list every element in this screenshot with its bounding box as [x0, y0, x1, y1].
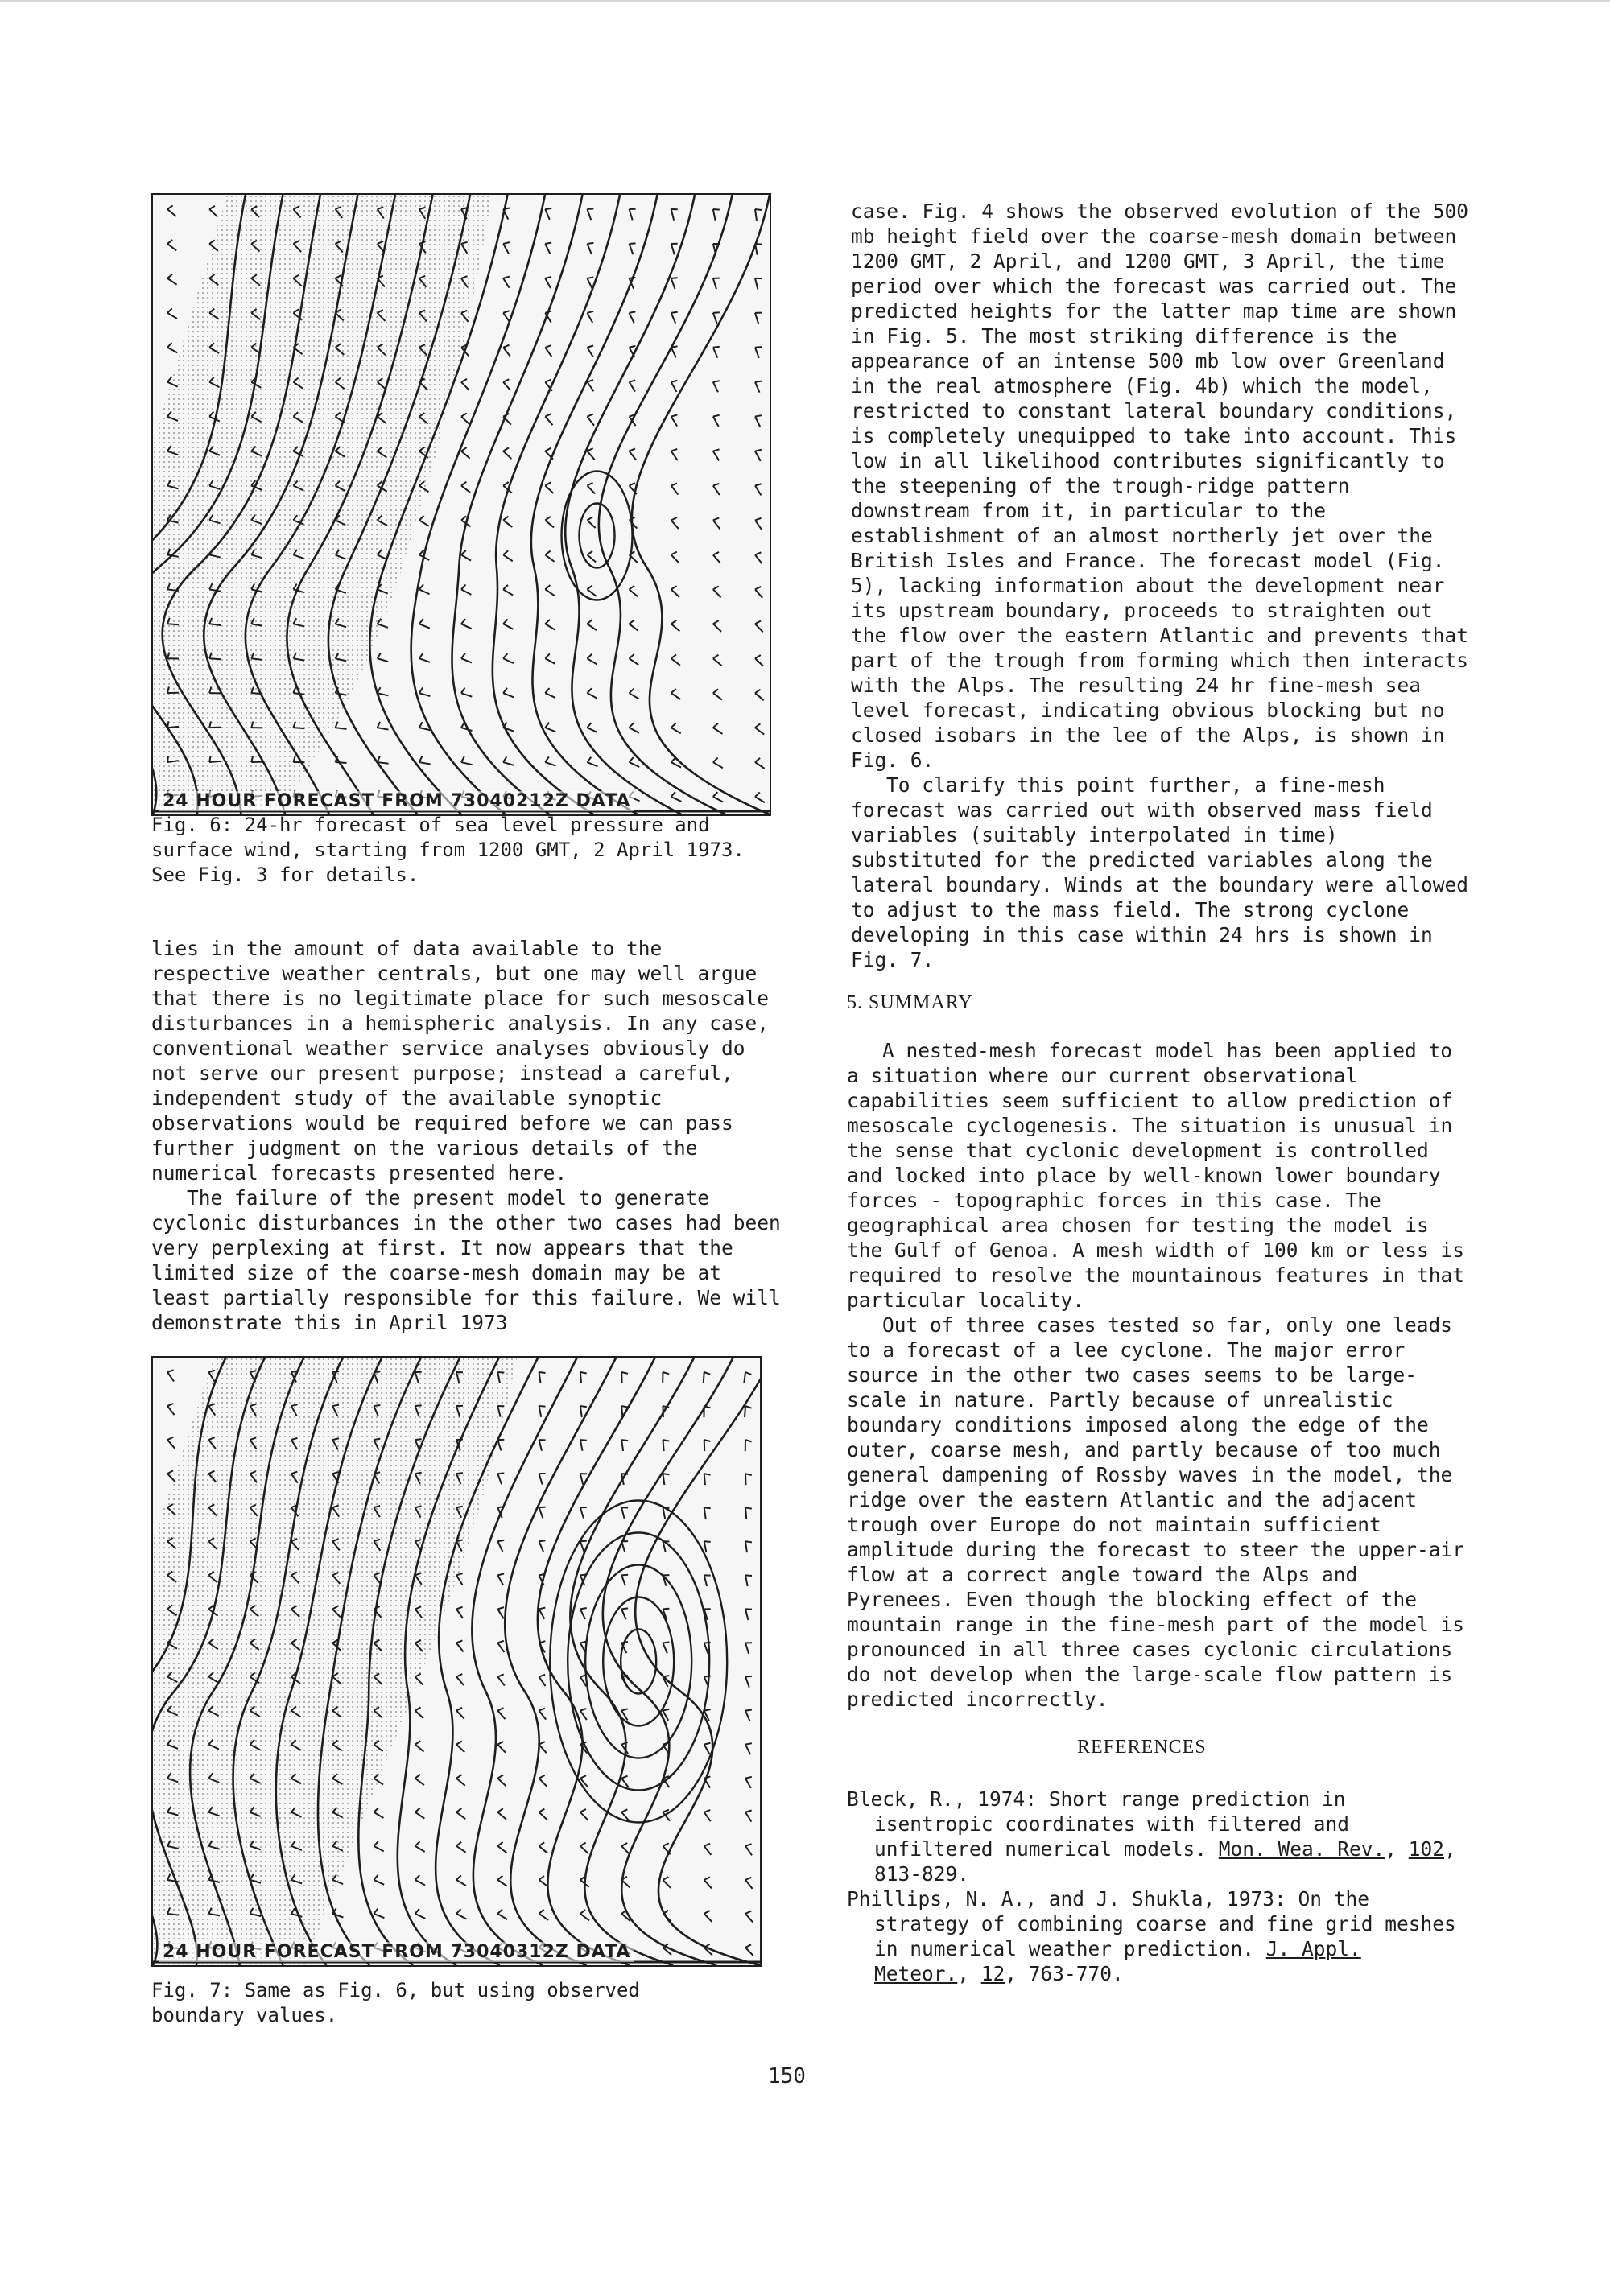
wind-barb — [587, 448, 594, 460]
wind-barb — [461, 688, 472, 697]
wind-barb — [167, 1470, 175, 1482]
wind-barb — [167, 343, 177, 352]
wind-barb — [704, 1541, 711, 1552]
wind-barb — [539, 1910, 549, 1920]
wind-barb — [630, 620, 638, 630]
wind-barb — [671, 483, 679, 494]
wind-barb — [497, 1775, 506, 1787]
wind-barb — [713, 415, 720, 427]
wind-barb — [497, 1876, 507, 1886]
wind-barb — [503, 619, 513, 629]
figure-6-caption: Fig. 6: 24-hr forecast of sea level pressure and surface wind, starting from 1200 GMT, 2 April 1973. See Fig. 3 for details. — [151, 814, 745, 886]
wind-barb — [415, 1775, 424, 1785]
wind-barb — [713, 552, 720, 563]
wind-barb — [663, 1843, 670, 1854]
wind-barb — [587, 654, 597, 665]
wind-barb — [704, 1440, 711, 1451]
wind-barb — [167, 308, 177, 319]
wind-barb — [503, 345, 510, 357]
wind-barb — [539, 1675, 546, 1686]
wind-barb — [755, 450, 762, 461]
wind-barb — [503, 585, 513, 596]
figure-7-weather-map — [151, 1356, 762, 1967]
wind-barb — [580, 1507, 587, 1519]
references-list — [847, 1787, 1467, 1986]
wind-barb — [671, 620, 680, 632]
wind-barb — [545, 277, 551, 288]
wind-barb — [503, 242, 510, 254]
wind-barb — [755, 415, 762, 427]
wind-barb — [663, 1372, 669, 1383]
wind-barb — [630, 209, 636, 221]
wind-barb — [580, 1440, 587, 1451]
wind-barb — [580, 1910, 589, 1920]
wind-barb — [539, 1775, 547, 1787]
right-column-text — [851, 199, 1471, 972]
wind-barb — [545, 414, 552, 425]
wind-barb — [630, 380, 636, 391]
wind-barb — [378, 722, 389, 730]
wind-barb — [713, 689, 722, 699]
wind-barb — [497, 1607, 504, 1618]
wind-barb — [671, 586, 679, 597]
wind-barb — [713, 209, 720, 221]
wind-barb — [545, 723, 555, 732]
wind-barb — [497, 1842, 506, 1853]
wind-barb — [663, 1474, 669, 1485]
wind-barb — [374, 1808, 383, 1818]
wind-barb — [497, 1674, 505, 1685]
wind-barb — [755, 587, 762, 598]
wind-barb — [745, 1541, 752, 1552]
terrain-shading — [153, 195, 492, 814]
wind-barb — [630, 723, 639, 732]
wind-barb — [704, 1507, 711, 1519]
wind-barb — [671, 517, 679, 529]
wind-barb — [580, 1709, 587, 1720]
wind-barb — [545, 517, 554, 528]
wind-barb — [419, 756, 431, 765]
wind-barb — [587, 585, 596, 596]
wind-barb — [755, 484, 762, 495]
isobar-line — [635, 1358, 760, 1965]
isobar-line — [570, 1358, 694, 1965]
wind-barb — [456, 1741, 464, 1752]
wind-barb — [745, 1676, 752, 1688]
wind-barb — [621, 1507, 628, 1519]
figure-6-map-graphic — [153, 195, 770, 814]
wind-barb — [630, 311, 636, 323]
wind-barb — [744, 1372, 751, 1383]
isobar-line — [505, 1358, 616, 1965]
wind-barb — [755, 620, 763, 632]
wind-barb — [539, 1742, 547, 1753]
wind-barb — [503, 517, 512, 527]
wind-barb — [713, 278, 720, 290]
wind-barb — [167, 1404, 175, 1415]
wind-barb — [539, 1540, 546, 1552]
wind-barb — [497, 1909, 507, 1919]
wind-barb — [456, 1875, 466, 1886]
wind-barb — [545, 345, 551, 357]
left-column-text — [151, 936, 787, 1335]
wind-barb — [621, 1372, 628, 1383]
journal-name: J. Appl. Meteor. — [874, 1937, 1361, 1985]
wind-barb — [378, 756, 389, 764]
wind-barb — [745, 1474, 752, 1485]
wind-barb — [713, 449, 720, 460]
wind-barb — [497, 1474, 504, 1485]
wind-barb — [539, 1474, 546, 1485]
wind-barb — [671, 414, 678, 426]
wind-barb — [461, 447, 470, 459]
wind-barb — [587, 757, 597, 767]
wind-barb — [745, 1810, 752, 1821]
wind-barb — [745, 1911, 753, 1922]
wind-barb — [745, 1440, 752, 1451]
wind-barb — [497, 1742, 506, 1753]
wind-barb — [755, 209, 762, 221]
volume-number: 102 — [1408, 1837, 1445, 1861]
wind-barb — [621, 1440, 628, 1451]
wind-barb — [587, 311, 593, 323]
wind-barb — [415, 1875, 425, 1885]
wind-barb — [704, 1372, 711, 1383]
wind-barb — [419, 653, 430, 662]
wind-barb — [503, 277, 510, 288]
wind-barb — [503, 550, 513, 561]
wind-barb — [713, 484, 720, 495]
wind-barb — [745, 1575, 752, 1586]
wind-barb — [713, 655, 722, 666]
wind-barb — [580, 1843, 588, 1854]
wind-barb — [545, 482, 553, 493]
paragraph: To clarify this point further, a fine-mesh forecast was carried out with observed mass field variables (suitably interpolated in time) substituted for the predicted variables along the lateral boundary. Winds at the boundary were allowed to adjust to the mass field. The strong cyclone developing in this case within 24 hrs is shown in Fig. 7. — [851, 773, 1469, 971]
wind-barb — [580, 1608, 587, 1619]
wind-barb — [671, 312, 678, 324]
paragraph: A nested-mesh forecast model has been applied to a situation where our current observational capabilities seem sufficient to allow prediction of mesoscale cyclogenesis. The situation is unusual in the sense that cyclonic development is controlled and locked into place by well-known lower boundary forces - topographic forces in this case. The geographical area chosen for testing the model is the Gulf of Genoa. A mesh width of 100 km or less is required to resolve the mountainous features in that particular locality. — [847, 1039, 1465, 1312]
wind-barb — [415, 1808, 425, 1819]
summary-text — [847, 1038, 1471, 1712]
wind-barb — [621, 1575, 628, 1586]
wind-barb — [704, 1474, 711, 1485]
wind-barb — [755, 381, 762, 393]
reference-item: Bleck, R., 1974: Short range prediction in isentropic coordinates with filtered and unfiltered numerical models. Mon. Wea. Rev., 102, 813-829. — [847, 1787, 1456, 1886]
page-number: 150 — [768, 2064, 806, 2088]
figure-7-map-graphic — [153, 1358, 760, 1965]
wind-barb — [580, 1809, 588, 1820]
wind-barb — [503, 379, 510, 390]
wind-barb — [378, 687, 389, 695]
wind-barb — [415, 1841, 425, 1852]
wind-barb — [587, 380, 593, 391]
closed-isobar — [603, 1597, 674, 1726]
wind-barb — [704, 1911, 712, 1922]
wind-barb — [704, 1406, 710, 1417]
wind-barb — [539, 1809, 547, 1820]
wind-barb — [587, 243, 593, 254]
wind-barb — [374, 1841, 383, 1851]
wind-barb — [461, 482, 470, 493]
wind-barb — [621, 1843, 630, 1854]
wind-barb — [755, 655, 763, 666]
wind-barb — [415, 1707, 423, 1718]
wind-barb — [671, 209, 678, 221]
wind-barb — [713, 758, 723, 769]
wind-barb — [497, 1708, 505, 1719]
wind-barb — [167, 1370, 174, 1381]
wind-barb — [587, 723, 597, 732]
wind-barb — [545, 208, 551, 220]
wind-barb — [539, 1608, 546, 1619]
wind-barb — [336, 756, 347, 764]
wind-barb — [456, 1640, 464, 1651]
wind-barb — [713, 517, 720, 529]
wind-barb — [745, 1643, 752, 1654]
closed-isobar — [568, 1533, 709, 1791]
wind-barb — [745, 1844, 752, 1855]
wind-barb — [545, 653, 555, 663]
wind-barb — [663, 1440, 669, 1451]
wind-barb — [545, 448, 553, 460]
wind-barb — [503, 311, 510, 322]
wind-barb — [378, 653, 388, 662]
wind-barb — [755, 278, 762, 290]
wind-barb — [755, 792, 765, 802]
wind-barb — [461, 550, 471, 561]
wind-barb — [503, 653, 514, 663]
wind-barb — [456, 1573, 463, 1585]
wind-barb — [209, 206, 217, 217]
wind-barb — [461, 756, 473, 765]
wind-barb — [671, 346, 678, 357]
wind-barb — [745, 1944, 753, 1956]
wind-barb — [713, 723, 723, 734]
wind-barb — [503, 756, 514, 765]
wind-barb — [415, 1741, 424, 1752]
wind-barb — [587, 414, 594, 426]
wind-barb — [713, 792, 723, 802]
wind-barb — [456, 1708, 464, 1719]
wind-barb — [539, 1876, 548, 1886]
wind-barb — [671, 244, 678, 255]
wind-barb — [745, 1878, 753, 1889]
wind-barb — [587, 208, 593, 220]
wind-barb — [587, 517, 595, 528]
wind-barb — [713, 620, 721, 632]
references-heading: REFERENCES — [1077, 1737, 1207, 1758]
wind-barb — [545, 242, 551, 254]
wind-barb — [755, 313, 762, 324]
wind-barb — [456, 1909, 466, 1919]
wind-barb — [671, 381, 678, 392]
closed-isobar — [550, 1501, 727, 1823]
wind-barb — [539, 1842, 548, 1853]
wind-barb — [461, 585, 471, 595]
wind-barb — [704, 1877, 712, 1888]
wind-barb — [704, 1743, 711, 1754]
wind-barb — [671, 449, 678, 460]
wind-barb — [497, 1440, 504, 1451]
wind-barb — [456, 1674, 464, 1685]
wind-barb — [167, 205, 176, 216]
wind-barb — [545, 620, 555, 630]
wind-barb — [745, 1507, 752, 1519]
wind-barb — [497, 1641, 504, 1652]
wind-barb — [630, 243, 636, 254]
wind-barb — [456, 1607, 463, 1618]
wind-barb — [580, 1372, 587, 1383]
wind-barb — [497, 1573, 504, 1585]
wind-barb — [587, 483, 595, 494]
wind-barb — [461, 413, 469, 424]
wind-barb — [503, 688, 514, 698]
wind-barb — [755, 347, 762, 358]
wind-barb — [745, 1777, 752, 1788]
wind-barb — [336, 722, 347, 729]
wind-barb — [419, 687, 430, 696]
wind-barb — [671, 689, 681, 699]
wind-barb — [671, 552, 679, 563]
wind-barb — [539, 1406, 546, 1417]
wind-barb — [704, 1844, 712, 1855]
wind-barb — [713, 381, 720, 392]
wind-barb — [419, 584, 430, 594]
figure-6-weather-map — [151, 193, 771, 816]
journal-name: Mon. Wea. Rev. — [1218, 1837, 1385, 1861]
figure-7-chart-label: 24 HOUR FORECAST FROM 73040312Z DATA — [159, 1942, 634, 1962]
reference-item: Phillips, N. A., and J. Shukla, 1973: On the strategy of combining coarse and fine grid meshes in numerical weather prediction. J. Appl. Meteor., 12, 763-770. — [847, 1887, 1456, 1985]
figure-6-chart-label: 24 HOUR FORECAST FROM 73040212Z DATA — [159, 791, 634, 811]
wind-barb — [167, 240, 176, 250]
wind-barb — [713, 587, 721, 598]
paragraph: case. Fig. 4 shows the observed evolution of the 500 mb height field over the coarse-mesh domain between 1200 GMT, 2 April, and 1200 GMT, 3 April, the time period over which the forecast was carried out. The predicted heights for the latter map time are shown in Fig. 5. The most striking difference is the appearance of an intense 500 mb low over Greenland in the real atmosphere (Fig. 4b) which the model, restricted to constant lateral boundary conditions, is completely unequipped to take into account. This low in all likelihood contributes significantly to the steepening of the trough-ridge pattern downstream from it, in particular to the establishment of an almost northerly jet over the British Isles and France. The forecast model (Fig. 5), lacking information about the development near its upstream boundary, proceeds to straighten out the flow over the eastern Atlantic and prevents that part of the trough from forming which then interacts with the Alps. The resulting 24 hr fine-mesh sea level forecast, indicating obvious blocking but no closed isobars in the lee of the Alps, is shown in Fig. 6. — [851, 200, 1469, 772]
paragraph: The failure of the present model to generate cyclonic disturbances in the other two cases had been very perplexing at first. It now appears that the limited size of the coarse-mesh domain may be at least partially responsible for this failure. We will demonstrate this in April 1973 — [151, 1186, 781, 1334]
wind-barb — [587, 688, 597, 698]
wind-barb — [755, 758, 765, 769]
wind-barb — [630, 586, 638, 597]
wind-barb — [545, 551, 554, 562]
wind-barb — [755, 244, 762, 255]
wind-barb — [755, 690, 764, 701]
wind-barb — [713, 347, 720, 358]
wind-barb — [745, 1406, 752, 1417]
volume-number: 12 — [980, 1962, 1005, 1985]
wind-barb — [621, 1541, 628, 1552]
summary-heading: 5. SUMMARY — [847, 992, 973, 1013]
closed-isobar — [585, 1565, 691, 1758]
top-border-line — [0, 0, 1610, 2]
paragraph: Out of three cases tested so far, only one leads to a forecast of a lee cyclone. The major error source in the other two cases seems to be large-scale in nature. Partly because of unrealistic boundary conditions imposed along the edge of the outer, coarse mesh, and partly because of too much general dampening of Rossby waves in the model, the ridge over the eastern Atlantic and the adjacent trough over Europe do not maintain sufficient amplitude during the forecast to steer the upper-air flow at a correct angle toward the Alps and Pyrenees. Even though the blocking effect of the mountain range in the fine-mesh part of the model is pronounced in all three cases cyclonic circulations do not develop when the large-scale flow pattern is predicted incorrectly. — [847, 1313, 1465, 1711]
wind-barb — [539, 1440, 546, 1451]
wind-barb — [755, 518, 762, 530]
wind-barb — [456, 1808, 465, 1819]
wind-barb — [663, 1877, 671, 1888]
closed-isobar — [562, 472, 633, 600]
wind-barb — [456, 1842, 466, 1853]
wind-barb — [745, 1743, 752, 1754]
wind-barb — [503, 447, 511, 459]
wind-barb — [671, 792, 682, 802]
wind-barb — [621, 1608, 628, 1619]
wind-barb — [630, 449, 637, 460]
wind-barb — [663, 1642, 669, 1653]
wind-barb — [456, 1775, 465, 1786]
wind-barb — [374, 1909, 384, 1919]
wind-barb — [671, 723, 681, 734]
wind-barb — [419, 516, 429, 526]
paragraph: lies in the amount of data available to the respective weather centrals, but one may well argue that there is no legitimate place for such mesoscale disturbances in a hemispheric analysis. In any case, conventional weather service analyses obviously do not serve our present purpose; instead a careful, independent study of the available synoptic observations would be required before we can pass further judgment on the various details of the numerical forecasts presented here. — [151, 937, 770, 1185]
wind-barb — [545, 756, 555, 765]
wind-barb — [419, 619, 430, 629]
wind-barb — [587, 345, 593, 357]
wind-barb — [587, 551, 596, 563]
wind-barb — [755, 723, 764, 734]
wind-barb — [497, 1808, 506, 1820]
wind-barb — [745, 1710, 752, 1721]
wind-barb — [671, 654, 680, 665]
wind-barb — [539, 1709, 547, 1720]
wind-barb — [545, 688, 555, 698]
wind-barb — [704, 1575, 711, 1586]
wind-barb — [745, 1609, 752, 1620]
wind-barb — [630, 654, 639, 665]
wind-barb — [415, 1909, 426, 1919]
wind-barb — [497, 1540, 504, 1552]
isobar-line — [538, 1358, 655, 1965]
closed-isobar — [580, 504, 615, 568]
wind-barb — [630, 689, 639, 699]
wind-barb — [704, 1810, 711, 1821]
wind-barb — [167, 1437, 175, 1449]
wind-barb — [461, 379, 469, 390]
wind-barb — [545, 585, 555, 596]
wind-barb — [461, 619, 472, 629]
wind-barb — [621, 1776, 629, 1787]
wind-barb — [539, 1372, 546, 1383]
wind-barb — [167, 274, 177, 285]
wind-barb — [374, 1875, 384, 1885]
figure-7-caption: Fig. 7: Same as Fig. 6, but using observed boundary values. — [151, 1979, 640, 2026]
wind-barb — [587, 620, 597, 630]
wind-barb — [755, 552, 762, 563]
wind-barb — [539, 1507, 546, 1519]
wind-barb — [671, 278, 678, 289]
wind-barb — [461, 653, 472, 663]
